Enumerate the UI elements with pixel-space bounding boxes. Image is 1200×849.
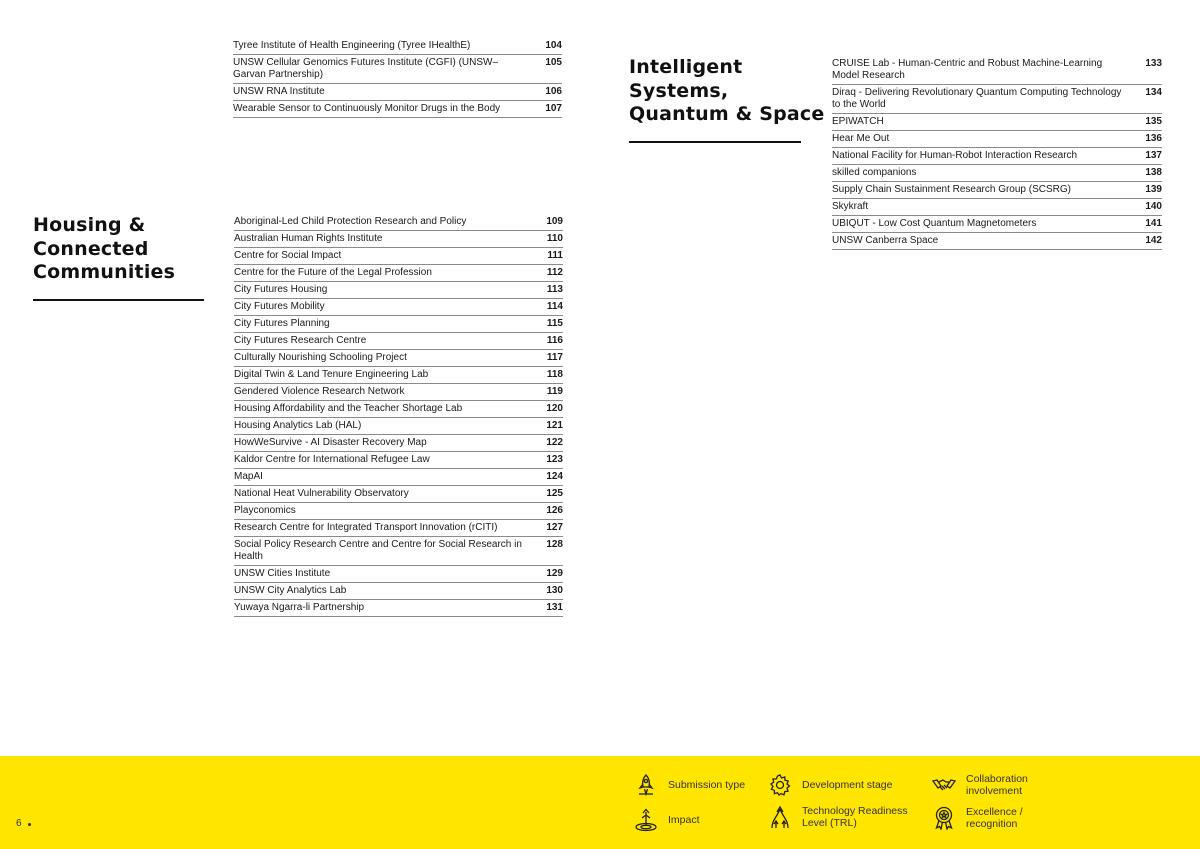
toc-entry[interactable] (832, 114, 1162, 131)
toc-entry-title: UNSW Canberra Space (832, 235, 939, 246)
toc-entry-page-number: 113 (546, 284, 563, 295)
toc-entry[interactable] (234, 299, 563, 316)
toc-entry-title: Centre for the Future of the Legal Profession (234, 267, 432, 278)
toc-entry-page-number: 126 (546, 505, 563, 516)
toc-entry-page-number: 120 (546, 403, 563, 414)
toc-entry[interactable] (832, 148, 1162, 165)
section-heading-intelligent-systems: Intelligent Systems, Quantum & Space (629, 56, 825, 125)
toc-entry-title: Research Centre for Integrated Transport Innovation (rCITI) (234, 522, 498, 533)
toc-entry[interactable] (234, 248, 563, 265)
toc-entry-page-number: 115 (546, 318, 563, 329)
toc-entry[interactable] (234, 401, 563, 418)
toc-entry[interactable] (234, 367, 563, 384)
toc-entry-title: Digital Twin & Land Tenure Engineering Lab (234, 369, 429, 380)
toc-entry[interactable] (234, 282, 563, 299)
toc-entry-page-number: 125 (546, 488, 563, 499)
toc-entry[interactable] (832, 199, 1162, 216)
toc-entry-title: Centre for Social Impact (234, 250, 342, 261)
toc-entry-page-number: 141 (1145, 218, 1162, 229)
footer-legend-bar (0, 756, 1200, 849)
toc-entry-page-number: 104 (545, 40, 562, 51)
toc-entry-title: National Heat Vulnerability Observatory (234, 488, 409, 499)
toc-entry[interactable] (234, 316, 563, 333)
toc-entry[interactable] (234, 333, 563, 350)
toc-entry-title: City Futures Mobility (234, 301, 325, 312)
section-heading-housing: Housing & Connected Communities (33, 214, 176, 283)
toc-entry[interactable] (832, 131, 1162, 148)
toc-entry-title: UNSW RNA Institute (233, 86, 325, 97)
toc-entry[interactable] (234, 214, 563, 231)
toc-entry-title: UNSW Cities Institute (234, 568, 331, 579)
toc-entry-page-number: 135 (1145, 116, 1162, 127)
legend-impact: Impact (634, 808, 700, 832)
toc-entry-title: EPIWATCH (832, 116, 884, 127)
toc-entry-page-number: 112 (546, 267, 563, 278)
toc-entry-title: Kaldor Centre for International Refugee Law (234, 454, 430, 465)
toc-entry[interactable] (233, 38, 562, 55)
intelligent-systems-list (832, 56, 1162, 250)
toc-entry-page-number: 131 (546, 602, 563, 613)
toc-entry-page-number: 139 (1145, 184, 1162, 195)
toc-entry[interactable] (234, 583, 563, 600)
toc-entry-page-number: 123 (546, 454, 563, 465)
toc-entry-title: Culturally Nourishing Schooling Project (234, 352, 407, 363)
toc-entry[interactable] (832, 182, 1162, 199)
toc-entry-page-number: 140 (1145, 201, 1162, 212)
page-number: 6 (16, 818, 22, 829)
toc-entry-title: Housing Analytics Lab (HAL) (234, 420, 362, 431)
toc-entry-page-number: 117 (546, 352, 563, 363)
toc-entry-page-number: 129 (546, 568, 563, 579)
section-rule-housing (33, 299, 204, 301)
toc-entry-title: skilled companions (832, 167, 917, 178)
toc-entry-page-number: 111 (547, 250, 563, 261)
toc-entry-title: HowWeSurvive - AI Disaster Recovery Map (234, 437, 427, 448)
toc-entry[interactable] (234, 469, 563, 486)
arrows-up-icon (768, 805, 792, 829)
toc-entry[interactable] (234, 486, 563, 503)
legend-submission-type: Submission type (634, 773, 745, 797)
toc-entry-title: City Futures Research Centre (234, 335, 367, 346)
toc-entry-title: Tyree Institute of Health Engineering (Tyree IHealthE) (233, 40, 471, 51)
toc-entry[interactable] (234, 265, 563, 282)
toc-entry-page-number: 127 (546, 522, 563, 533)
toc-entry-title: UNSW Cellular Genomics Futures Institute (CGFI) (UNSW–Garvan Partnership) (233, 57, 499, 80)
toc-entry[interactable] (234, 231, 563, 248)
toc-entry-title: Playconomics (234, 505, 296, 516)
toc-entry-page-number: 119 (546, 386, 563, 397)
toc-entry-page-number: 116 (546, 335, 563, 346)
toc-entry-page-number: 106 (545, 86, 562, 97)
toc-entry-page-number: 124 (546, 471, 563, 482)
toc-entry[interactable] (234, 503, 563, 520)
toc-entry-title: Housing Affordability and the Teacher Shortage Lab (234, 403, 463, 414)
toc-entry[interactable] (233, 84, 562, 101)
toc-entry-page-number: 137 (1145, 150, 1162, 161)
gear-icon (768, 773, 792, 797)
toc-entry-page-number: 121 (546, 420, 563, 431)
toc-entry[interactable] (234, 384, 563, 401)
toc-entry-page-number: 142 (1145, 235, 1162, 246)
toc-entry-page-number: 114 (546, 301, 563, 312)
toc-entry[interactable] (832, 233, 1162, 250)
toc-entry-title: National Facility for Human-Robot Interaction Research (832, 150, 1078, 161)
toc-entry-title: CRUISE Lab - Human-Centric and Robust Machine-Learning Model Research (832, 58, 1103, 81)
toc-entry-title: Diraq - Delivering Revolutionary Quantum Computing Technology to the World (832, 87, 1122, 110)
toc-entry[interactable] (832, 165, 1162, 182)
toc-entry[interactable] (233, 101, 562, 118)
toc-entry[interactable] (234, 520, 563, 537)
toc-entry-title: Aboriginal-Led Child Protection Research and Policy (234, 216, 467, 227)
handshake-icon (932, 773, 956, 797)
toc-entry-page-number: 107 (545, 103, 562, 114)
toc-entry[interactable] (234, 350, 563, 367)
toc-entry-title: Yuwaya Ngarra-li Partnership (234, 602, 365, 613)
toc-entry-page-number: 130 (546, 585, 563, 596)
toc-entry-title: UNSW City Analytics Lab (234, 585, 347, 596)
toc-entry-page-number: 109 (546, 216, 563, 227)
toc-entry-title: Australian Human Rights Institute (234, 233, 383, 244)
housing-list (234, 214, 563, 617)
toc-entry[interactable] (234, 418, 563, 435)
legend-technology-readiness-level: Technology Readiness Level (TRL) (768, 805, 908, 829)
legend-collaboration-involvement: Collaboration involvement (932, 773, 1028, 797)
toc-entry[interactable] (233, 55, 562, 84)
toc-entry-title: Supply Chain Sustainment Research Group (SCSRG) (832, 184, 1071, 195)
legend-excellence-recognition: Excellence / recognition (932, 806, 1023, 830)
toc-entry-page-number: 110 (546, 233, 563, 244)
toc-entry[interactable] (234, 600, 563, 617)
toc-entry[interactable] (234, 452, 563, 469)
toc-entry-page-number: 134 (1145, 87, 1162, 98)
health-list-continued (233, 38, 562, 118)
toc-entry[interactable] (832, 216, 1162, 233)
page-number-dot (28, 823, 31, 826)
toc-entry-title: Hear Me Out (832, 133, 890, 144)
toc-entry-title: City Futures Planning (234, 318, 330, 329)
toc-entry-title: Skykraft (832, 201, 869, 212)
toc-entry-title: Gendered Violence Research Network (234, 386, 405, 397)
toc-entry-title: UBIQUT - Low Cost Quantum Magnetometers (832, 218, 1037, 229)
toc-entry[interactable] (832, 56, 1162, 85)
toc-entry-page-number: 122 (546, 437, 563, 448)
toc-entry[interactable] (234, 435, 563, 452)
toc-entry-page-number: 136 (1145, 133, 1162, 144)
target-impact-icon (634, 808, 658, 832)
toc-entry[interactable] (234, 566, 563, 583)
section-rule-intelligent-systems (629, 141, 801, 143)
toc-entry[interactable] (832, 85, 1162, 114)
toc-entry-title: City Futures Housing (234, 284, 328, 295)
legend-development-stage: Development stage (768, 773, 892, 797)
toc-entry-page-number: 128 (546, 539, 563, 550)
toc-entry-page-number: 133 (1145, 58, 1162, 69)
toc-entry-page-number: 118 (546, 369, 563, 380)
toc-entry-page-number: 138 (1145, 167, 1162, 178)
toc-entry-title: MapAI (234, 471, 263, 482)
rocket-icon (634, 773, 658, 797)
toc-entry-page-number: 105 (545, 57, 562, 68)
toc-entry-title: Social Policy Research Centre and Centre for Social Research in Health (234, 539, 522, 562)
toc-entry[interactable] (234, 537, 563, 566)
toc-entry-title: Wearable Sensor to Continuously Monitor Drugs in the Body (233, 103, 501, 114)
award-ribbon-icon (932, 806, 956, 830)
